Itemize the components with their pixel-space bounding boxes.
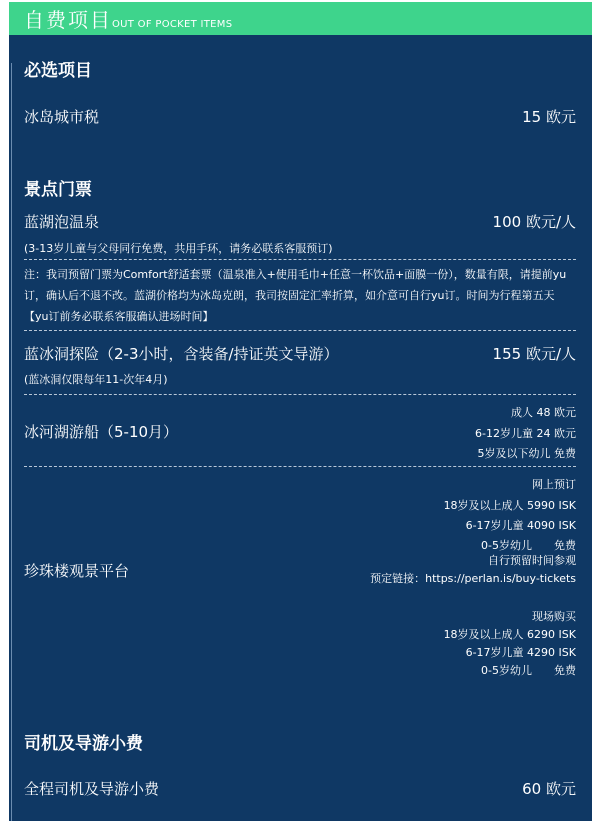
city-tax-price: 15 欧元 [522, 108, 576, 126]
divider [24, 259, 576, 260]
perlan-onsite-line: 现场购买 [532, 610, 576, 623]
ice-cave-subnote: (蓝冰洞仅限每年11-次年4月) [24, 373, 168, 386]
perlan-online-line: 6-17岁儿童 4090 ISK [465, 519, 576, 532]
header-title: 自费项目 [24, 8, 112, 32]
tips-price: 60 欧元 [522, 780, 576, 798]
perlan-booking-link[interactable]: 预定链接：https://perlan.is/buy-tickets [370, 572, 576, 585]
left-rule [11, 63, 12, 821]
divider [24, 466, 576, 467]
divider [24, 330, 576, 331]
section-heading-tickets: 景点门票 [24, 180, 92, 200]
perlan-online-line: 0-5岁幼儿 免费 [481, 539, 576, 552]
blue-lagoon-subnote: (3-13岁儿童与父母同行免费，共用手环，请务必联系客服预订) [24, 242, 333, 255]
glacier-boat-price-adult: 成人 48 欧元 [511, 406, 576, 419]
header-subtitle: OUT OF POCKET ITEMS [112, 19, 233, 30]
divider [24, 394, 576, 395]
tips-label: 全程司机及导游小费 [24, 780, 160, 798]
section-heading-tips: 司机及导游小费 [24, 734, 143, 754]
perlan-onsite-line: 18岁及以上成人 6290 ISK [443, 628, 576, 641]
perlan-label: 珍珠楼观景平台 [24, 562, 130, 580]
blue-lagoon-price: 100 欧元/人 [492, 213, 576, 231]
blue-lagoon-note: 注：我司预留门票为Comfort舒适套票（温泉准入+使用毛巾+任意一杯饮品+面膜一份），数量有限，请提前yu订，确认后不退不改。蓝湖价格均为冰岛克朗，我司按固定汇率折算，如介意可自行yu订。时间为行程第五天【yu订前务必联系客服确认进场时间】 [24, 268, 567, 323]
ice-cave-price: 155 欧元/人 [492, 345, 576, 363]
perlan-online-line: 18岁及以上成人 5990 ISK [443, 499, 576, 512]
ice-cave-label: 蓝冰洞探险（2-3小时，含装备/持证英文导游） [24, 345, 339, 363]
perlan-onsite-line: 0-5岁幼儿 免费 [481, 664, 576, 677]
glacier-boat-price-infant: 5岁及以下幼儿 免费 [477, 447, 576, 460]
city-tax-label: 冰岛城市税 [24, 108, 100, 126]
perlan-online-line: 网上预订 [532, 478, 576, 491]
blue-lagoon-label: 蓝湖泡温泉 [24, 213, 100, 231]
glacier-boat-label: 冰河湖游船（5-10月） [24, 423, 179, 441]
perlan-online-line: 自行预留时间参观 [488, 554, 576, 567]
perlan-onsite-line: 6-17岁儿童 4290 ISK [465, 646, 576, 659]
glacier-boat-price-child: 6-12岁儿童 24 欧元 [475, 427, 576, 440]
section-heading-required: 必选项目 [24, 61, 92, 81]
